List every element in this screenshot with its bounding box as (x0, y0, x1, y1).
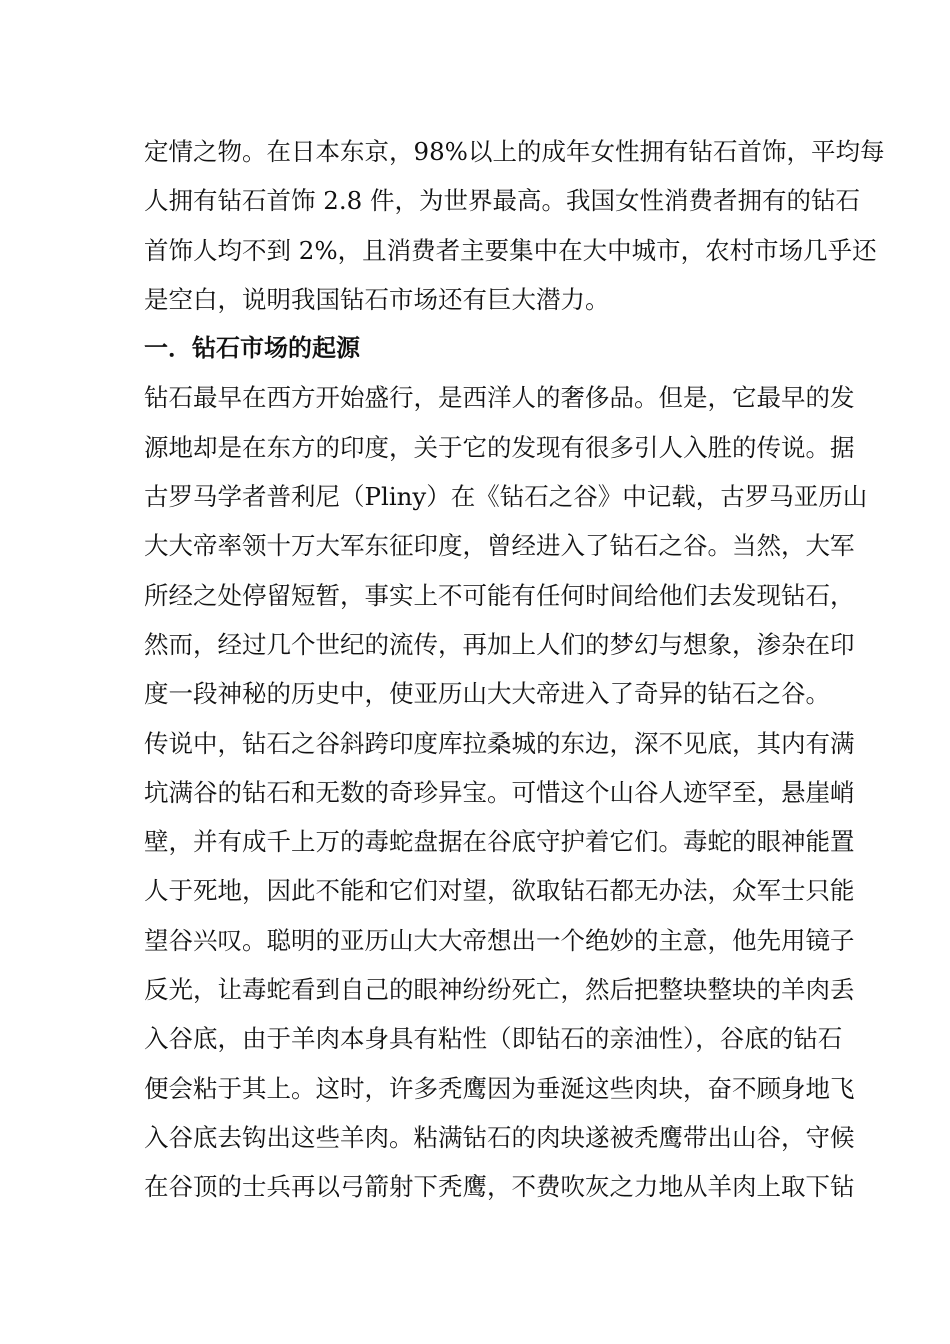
text-line: 入谷底，由于羊肉本身具有粘性（即钻石的亲油性），谷底的钻石 (144, 1024, 843, 1054)
paragraph-diamond-ownership (144, 127, 885, 324)
text-line: 大大帝率领十万大军东征印度，曾经进入了钻石之谷。当然，大军 (144, 531, 855, 561)
text-line: 入谷底去钩出这些羊肉。粘满钻石的肉块遂被秃鹰带出山谷，守候 (144, 1122, 855, 1152)
section-heading: 一．钻石市场的起源 (144, 334, 360, 363)
text-line: 壁，并有成千上万的毒蛇盘据在谷底守护着它们。毒蛇的眼神能置 (144, 827, 855, 857)
text-line: 反光，让毒蛇看到自己的眼神纷纷死亡，然后把整块整块的羊肉丢 (144, 975, 855, 1005)
text-line: 望谷兴叹。聪明的亚历山大大帝想出一个绝妙的主意，他先用镜子 (144, 925, 855, 955)
document-body (144, 127, 885, 1212)
text-line: 传说中，钻石之谷斜跨印度库拉桑城的东边，深不见底，其内有满 (144, 728, 855, 758)
paragraph-legend (144, 719, 855, 1212)
text-line: 首饰人均不到 2%，且消费者主要集中在大中城市，农村市场几乎还 (144, 235, 877, 265)
text-line: 然而，经过几个世纪的流传，再加上人们的梦幻与想象，渗杂在印 (144, 629, 855, 659)
text-line: 便会粘于其上。这时，许多秃鹰因为垂涎这些肉块，奋不顾身地飞 (144, 1073, 855, 1103)
text-line: 人于死地，因此不能和它们对望，欲取钻石都无办法，众军士只能 (144, 876, 855, 906)
text-line: 钻石最早在西方开始盛行，是西洋人的奢侈品。但是，它最早的发 (144, 383, 855, 413)
text-line: 在谷顶的士兵再以弓箭射下秃鹰，不费吹灰之力地从羊肉上取下钻 (144, 1172, 855, 1202)
paragraph-origin (144, 373, 868, 718)
text-line: 坑满谷的钻石和无数的奇珍异宝。可惜这个山谷人迹罕至，悬崖峭 (144, 777, 855, 807)
text-line: 定情之物。在日本东京，98%以上的成年女性拥有钻石首饰，平均每 (144, 137, 885, 166)
text-line: 是空白，说明我国钻石市场还有巨大潜力。 (144, 284, 610, 314)
text-line: 度一段神秘的历史中，使亚历山大大帝进入了奇异的钻石之谷。 (144, 679, 830, 709)
text-line: 古罗马学者普利尼（Pliny）在《钻石之谷》中记载，古罗马亚历山 (144, 482, 868, 512)
text-line: 所经之处停留短暂，事实上不可能有任何时间给他们去发现钻石， (144, 580, 855, 610)
text-line: 源地却是在东方的印度，关于它的发现有很多引人入胜的传说。据 (144, 432, 855, 462)
text-line: 人拥有钻石首饰 2.8 件，为世界最高。我国女性消费者拥有的钻石 (144, 186, 861, 216)
